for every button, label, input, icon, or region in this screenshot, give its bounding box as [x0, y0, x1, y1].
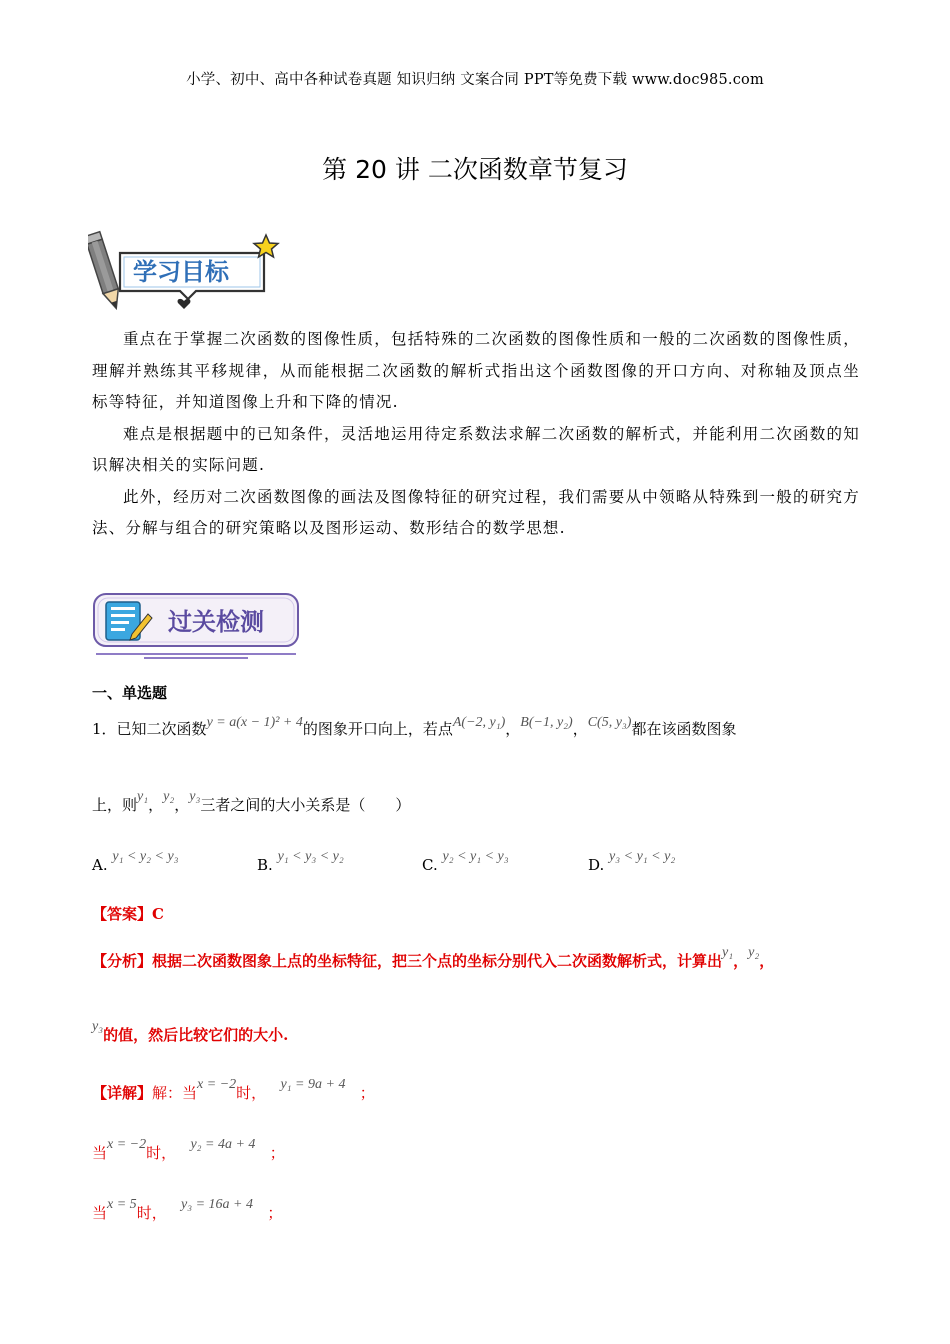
badge-goals-label: 学习目标: [133, 258, 229, 286]
learning-goals-badge: [88, 225, 288, 315]
question-line-1: 1．已知二次函数y = a(x − 1)² + 4的图象开口向上，若点A(−2, y₁)，B(−1, y₂)，C(5, y₃)都在该函数图象: [92, 715, 737, 738]
page-title: 第 20 讲 二次函数章节复习: [322, 155, 628, 184]
analysis-line-1: 【分析】根据二次函数图象上点的坐标特征，把三个点的坐标分别代入二次函数解析式，计算出y₁，y₂，: [92, 945, 775, 970]
section-heading: 一、单选题: [92, 684, 168, 702]
point-b: B(−1, y₂): [520, 715, 573, 730]
option-c[interactable]: C. y₂ < y₁ < y₃: [422, 849, 509, 874]
goal-paragraph: 此外，经历对二次函数图像的画法及图像特征的研究过程，我们需要从中领略从特殊到一般的研究方法、分解与组合的研究策略以及图形运动、数形结合的数学思想.: [92, 487, 860, 537]
answer-tag: 【答案】: [92, 905, 153, 923]
checkpoint-badge: [92, 590, 302, 660]
function-expression: y = a(x − 1)² + 4: [206, 715, 303, 730]
option-b[interactable]: B. y₁ < y₃ < y₂: [257, 849, 344, 874]
point-a: A(−2, y₁): [452, 715, 506, 730]
answer-line: [92, 903, 164, 924]
goal-paragraph: 重点在于掌握二次函数的图像性质，包括特殊的二次函数的图像性质和一般的二次函数的图像性质，理解并熟练其平移规律，从而能根据二次函数的解析式指出这个函数图像的开口方向、对称轴及顶点坐标等特征，并知道图像上升和下降的情况.: [92, 330, 860, 411]
option-d[interactable]: D. y₃ < y₁ < y₂: [588, 849, 676, 874]
question-number: 1．: [92, 720, 117, 738]
detail-line-2: 当x = −2时， y₂ = 4a + 4 ；: [92, 1137, 285, 1162]
goals-text: [92, 324, 860, 545]
option-a[interactable]: A. y₁ < y₂ < y₃: [92, 849, 179, 874]
pencil-icon: [88, 225, 288, 315]
page-header: 小学、初中、高中各种试卷真题 知识归纳 文案合同 PPT等免费下载 www.doc985.com: [186, 72, 764, 88]
goal-paragraph: 难点是根据题中的已知条件，灵活地运用待定系数法求解二次函数的解析式，并能利用二次函数的知识解决相关的实际问题.: [92, 424, 860, 474]
badge-check-label: 过关检测: [168, 608, 264, 636]
detail-line-3: 当x = 5时， y₃ = 16a + 4 ；: [92, 1197, 283, 1222]
analysis-line-2: y₃的值，然后比较它们的大小.: [92, 1019, 289, 1044]
answer-value: C: [152, 905, 164, 923]
detail-line-1: 【详解】解：当x = −2时， y₁ = 9a + 4 ；: [92, 1077, 375, 1102]
question-line-2: 上，则y₁，y₂，y₃三者之间的大小关系是（ ）: [92, 789, 411, 814]
point-c: C(5, y₃): [587, 715, 632, 730]
